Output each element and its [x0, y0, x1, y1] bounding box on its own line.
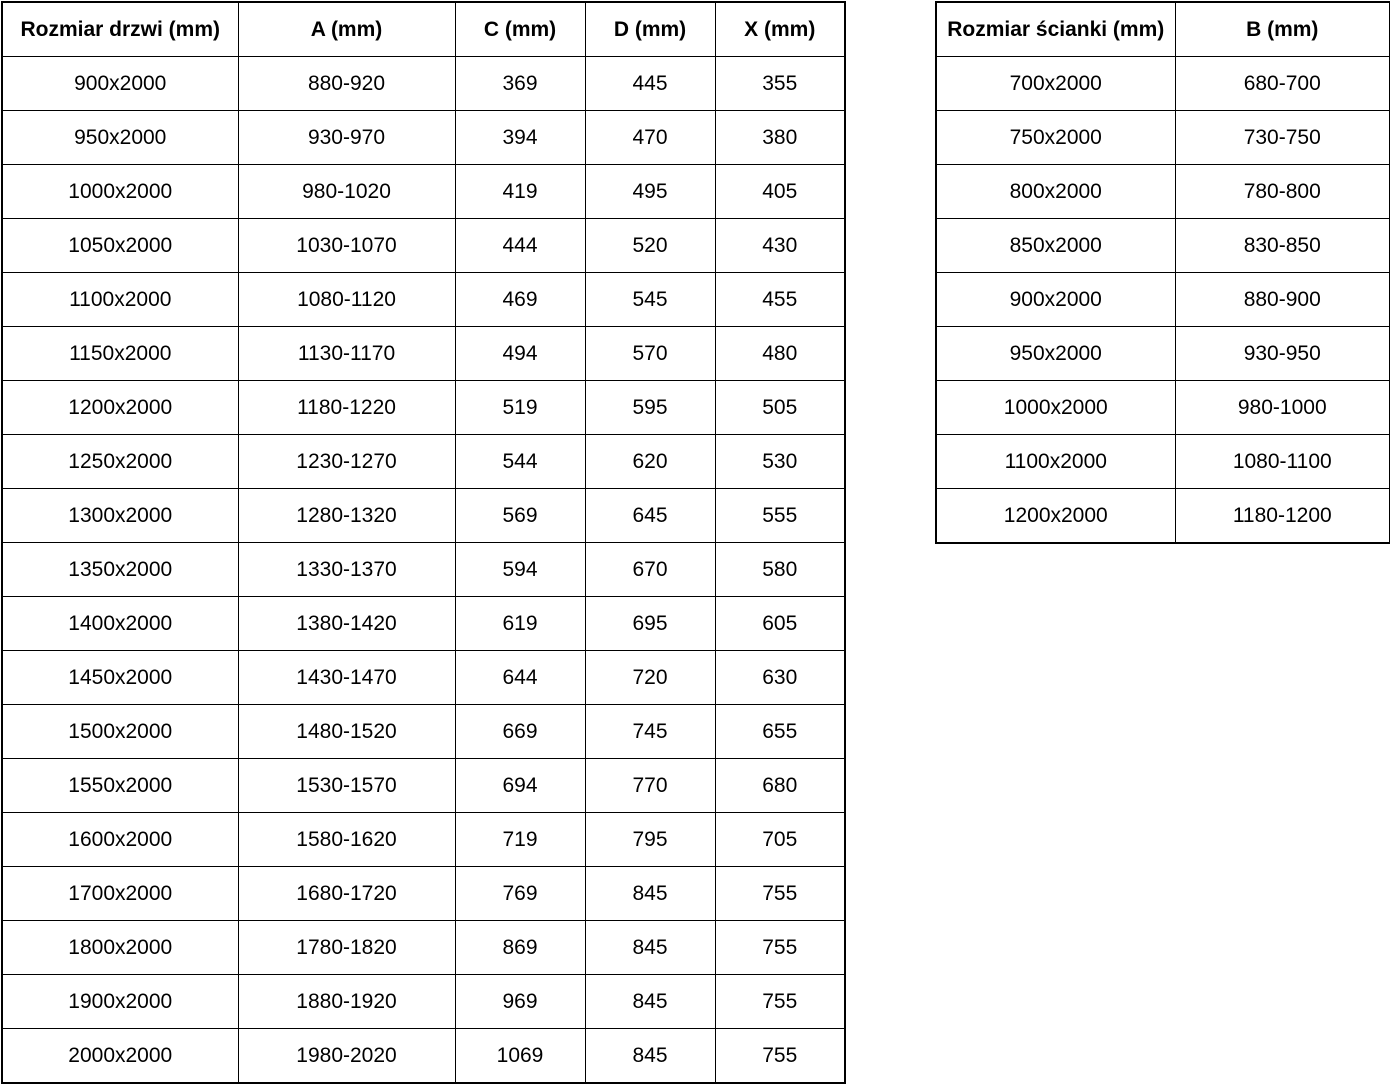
- table-cell: 1350x2000: [2, 543, 238, 597]
- header-row: [2, 2, 845, 57]
- table-row: [2, 543, 845, 597]
- table-cell: 930-970: [238, 111, 455, 165]
- table-cell: 830-850: [1175, 219, 1390, 273]
- table-cell: 969: [455, 975, 585, 1029]
- table-cell: 645: [585, 489, 715, 543]
- table-cell: 544: [455, 435, 585, 489]
- table-cell: 1780-1820: [238, 921, 455, 975]
- table-cell: 950x2000: [2, 111, 238, 165]
- table-cell: 394: [455, 111, 585, 165]
- header-row: [936, 2, 1390, 57]
- table-cell: 755: [715, 921, 845, 975]
- table-cell: 1180-1200: [1175, 489, 1390, 544]
- table-cell: 1100x2000: [2, 273, 238, 327]
- table-cell: 845: [585, 975, 715, 1029]
- table-row: [2, 273, 845, 327]
- table-row: [2, 813, 845, 867]
- header-cell: X (mm): [715, 2, 845, 57]
- table-cell: 494: [455, 327, 585, 381]
- table-cell: 800x2000: [936, 165, 1175, 219]
- table-row: [2, 921, 845, 975]
- table-cell: 1280-1320: [238, 489, 455, 543]
- table-cell: 900x2000: [2, 57, 238, 111]
- table-row: [936, 435, 1390, 489]
- table-cell: 980-1020: [238, 165, 455, 219]
- table-cell: 780-800: [1175, 165, 1390, 219]
- table-cell: 845: [585, 1029, 715, 1084]
- table-cell: 1250x2000: [2, 435, 238, 489]
- table-cell: 1080-1100: [1175, 435, 1390, 489]
- table-cell: 419: [455, 165, 585, 219]
- table-cell: 620: [585, 435, 715, 489]
- table-cell: 719: [455, 813, 585, 867]
- table-cell: 1700x2000: [2, 867, 238, 921]
- table-cell: 1230-1270: [238, 435, 455, 489]
- table-cell: 530: [715, 435, 845, 489]
- table-row: [2, 219, 845, 273]
- table-cell: 700x2000: [936, 57, 1175, 111]
- table-cell: 1200x2000: [936, 489, 1175, 544]
- table-cell: 445: [585, 57, 715, 111]
- table-cell: 980-1000: [1175, 381, 1390, 435]
- table-row: [2, 111, 845, 165]
- table-cell: 880-920: [238, 57, 455, 111]
- table-cell: 680-700: [1175, 57, 1390, 111]
- table-cell: 705: [715, 813, 845, 867]
- door-sizes-table: [1, 1, 846, 1084]
- table-cell: 750x2000: [936, 111, 1175, 165]
- table-row: [2, 57, 845, 111]
- table-row: [936, 327, 1390, 381]
- table-cell: 769: [455, 867, 585, 921]
- table-cell: 755: [715, 867, 845, 921]
- table-cell: 569: [455, 489, 585, 543]
- header-cell: Rozmiar drzwi (mm): [2, 2, 238, 57]
- table-cell: 745: [585, 705, 715, 759]
- table-cell: 1880-1920: [238, 975, 455, 1029]
- table-cell: 655: [715, 705, 845, 759]
- wall-sizes-table: [935, 1, 1390, 544]
- table-cell: 570: [585, 327, 715, 381]
- table-cell: 795: [585, 813, 715, 867]
- table-cell: 755: [715, 975, 845, 1029]
- table-cell: 755: [715, 1029, 845, 1084]
- table-cell: 1400x2000: [2, 597, 238, 651]
- table-cell: 850x2000: [936, 219, 1175, 273]
- table-cell: 380: [715, 111, 845, 165]
- table-row: [936, 165, 1390, 219]
- table-cell: 930-950: [1175, 327, 1390, 381]
- table-cell: 1500x2000: [2, 705, 238, 759]
- table-cell: 605: [715, 597, 845, 651]
- table-cell: 1680-1720: [238, 867, 455, 921]
- table-cell: 630: [715, 651, 845, 705]
- table-cell: 1600x2000: [2, 813, 238, 867]
- table-row: [2, 651, 845, 705]
- table-cell: 644: [455, 651, 585, 705]
- table-cell: 455: [715, 273, 845, 327]
- table-cell: 619: [455, 597, 585, 651]
- table-row: [2, 165, 845, 219]
- table-cell: 1550x2000: [2, 759, 238, 813]
- table-cell: 2000x2000: [2, 1029, 238, 1084]
- table-cell: 469: [455, 273, 585, 327]
- table-cell: 1450x2000: [2, 651, 238, 705]
- table-row: [2, 597, 845, 651]
- table-cell: 669: [455, 705, 585, 759]
- table-cell: 880-900: [1175, 273, 1390, 327]
- table-cell: 1580-1620: [238, 813, 455, 867]
- table-cell: 595: [585, 381, 715, 435]
- table-cell: 495: [585, 165, 715, 219]
- table-cell: 695: [585, 597, 715, 651]
- table-cell: 355: [715, 57, 845, 111]
- header-cell: Rozmiar ścianki (mm): [936, 2, 1175, 57]
- table-cell: 694: [455, 759, 585, 813]
- table-cell: 770: [585, 759, 715, 813]
- table-cell: 405: [715, 165, 845, 219]
- table-cell: 545: [585, 273, 715, 327]
- table-row: [2, 1029, 845, 1084]
- table-cell: 730-750: [1175, 111, 1390, 165]
- table-row: [2, 381, 845, 435]
- header-cell: D (mm): [585, 2, 715, 57]
- table-row: [936, 273, 1390, 327]
- table-row: [2, 705, 845, 759]
- table-row: [936, 111, 1390, 165]
- table-cell: 1069: [455, 1029, 585, 1084]
- table-cell: 1150x2000: [2, 327, 238, 381]
- table-cell: 1000x2000: [2, 165, 238, 219]
- header-cell: C (mm): [455, 2, 585, 57]
- table-cell: 1100x2000: [936, 435, 1175, 489]
- table-cell: 1380-1420: [238, 597, 455, 651]
- table-row: [2, 975, 845, 1029]
- table-cell: 1130-1170: [238, 327, 455, 381]
- table-cell: 1800x2000: [2, 921, 238, 975]
- table-row: [2, 867, 845, 921]
- table-cell: 519: [455, 381, 585, 435]
- table-cell: 520: [585, 219, 715, 273]
- table-cell: 1050x2000: [2, 219, 238, 273]
- table-cell: 720: [585, 651, 715, 705]
- table-cell: 1530-1570: [238, 759, 455, 813]
- table-cell: 845: [585, 867, 715, 921]
- table-row: [2, 327, 845, 381]
- table-row: [936, 219, 1390, 273]
- header-cell: A (mm): [238, 2, 455, 57]
- table-cell: 1430-1470: [238, 651, 455, 705]
- table-cell: 470: [585, 111, 715, 165]
- table-cell: 480: [715, 327, 845, 381]
- header-cell: B (mm): [1175, 2, 1390, 57]
- table-cell: 1000x2000: [936, 381, 1175, 435]
- table-cell: 1030-1070: [238, 219, 455, 273]
- table-cell: 670: [585, 543, 715, 597]
- table-cell: 900x2000: [936, 273, 1175, 327]
- table-cell: 1480-1520: [238, 705, 455, 759]
- table-row: [2, 759, 845, 813]
- table-row: [936, 57, 1390, 111]
- table-cell: 845: [585, 921, 715, 975]
- table-row: [2, 489, 845, 543]
- table-cell: 555: [715, 489, 845, 543]
- table-row: [936, 381, 1390, 435]
- table-cell: 1200x2000: [2, 381, 238, 435]
- table-cell: 1330-1370: [238, 543, 455, 597]
- table-cell: 1900x2000: [2, 975, 238, 1029]
- table-cell: 1080-1120: [238, 273, 455, 327]
- table-cell: 1180-1220: [238, 381, 455, 435]
- table-cell: 444: [455, 219, 585, 273]
- table-row: [936, 489, 1390, 544]
- table-cell: 580: [715, 543, 845, 597]
- table-cell: 1980-2020: [238, 1029, 455, 1084]
- table-cell: 594: [455, 543, 585, 597]
- table-cell: 950x2000: [936, 327, 1175, 381]
- table-cell: 869: [455, 921, 585, 975]
- table-cell: 1300x2000: [2, 489, 238, 543]
- table-cell: 505: [715, 381, 845, 435]
- table-row: [2, 435, 845, 489]
- table-cell: 680: [715, 759, 845, 813]
- table-cell: 430: [715, 219, 845, 273]
- table-cell: 369: [455, 57, 585, 111]
